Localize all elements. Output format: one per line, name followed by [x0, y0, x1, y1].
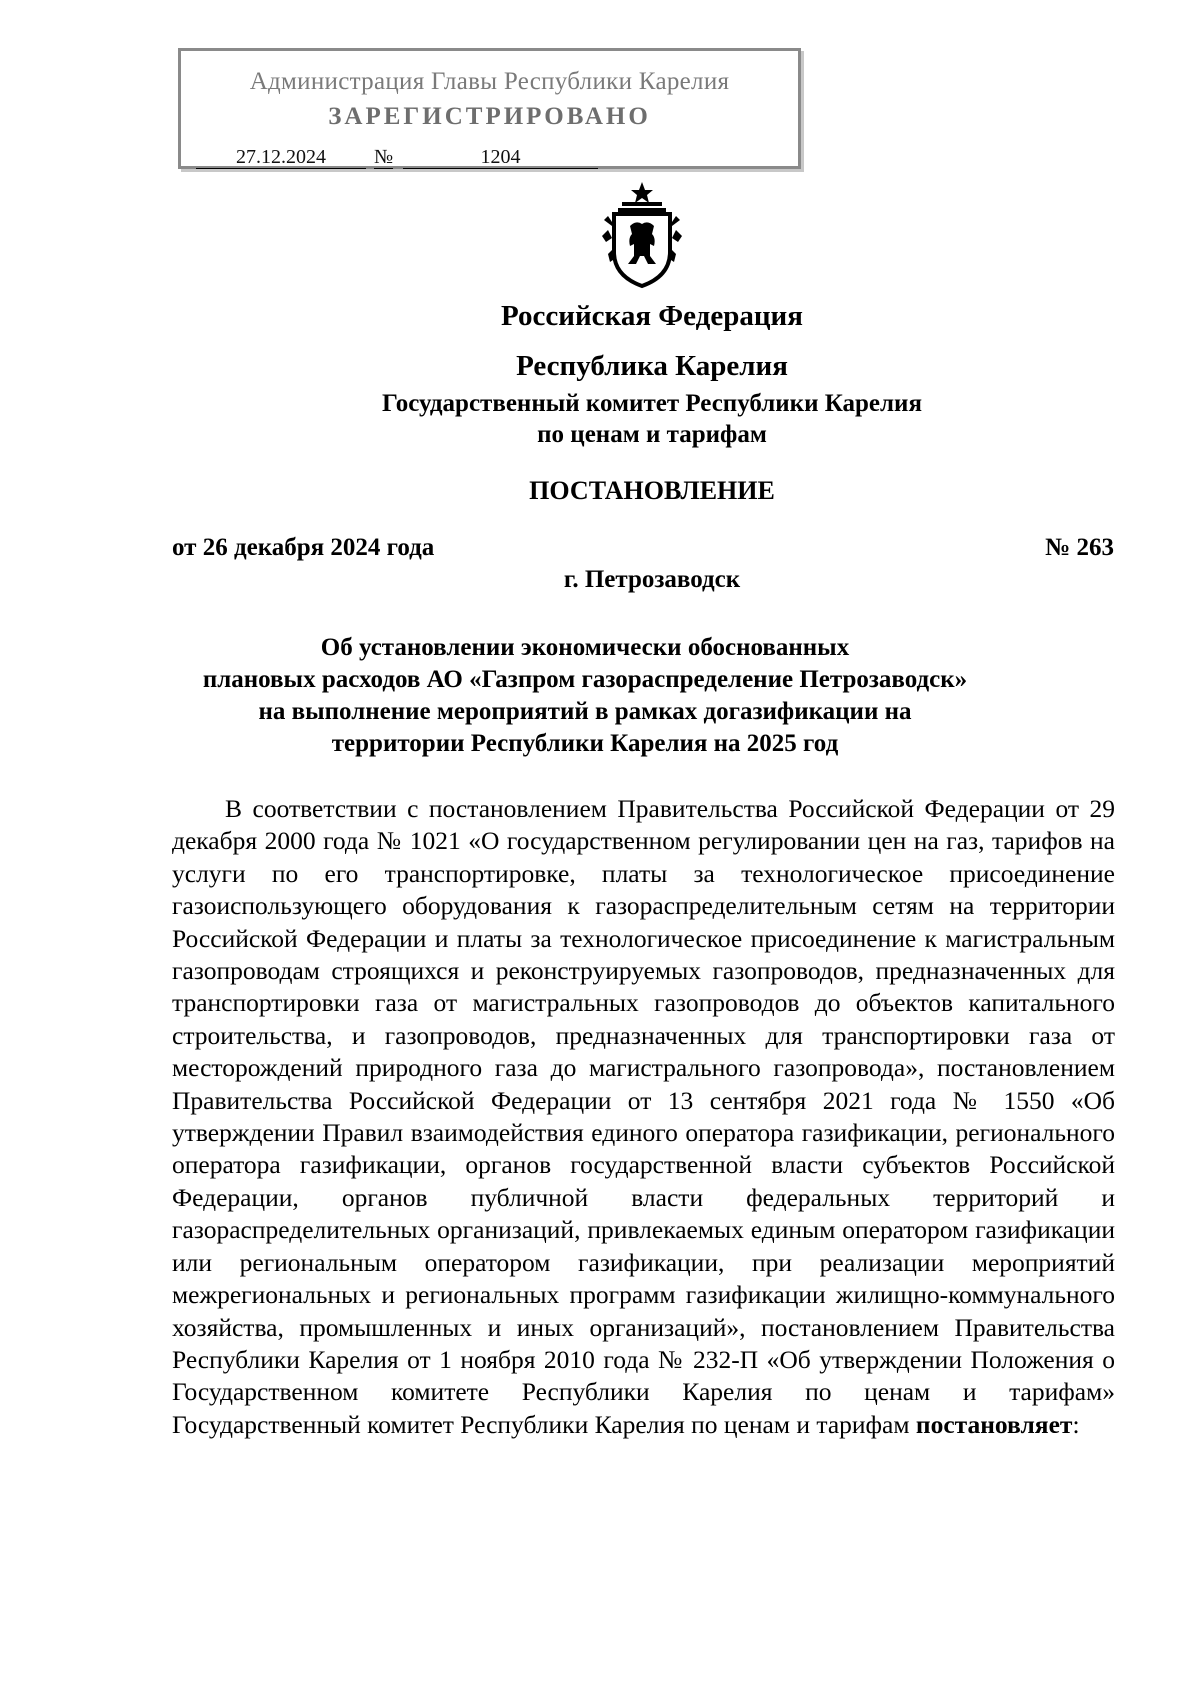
body-closing-bold: постановляет — [915, 1409, 1073, 1439]
header-country: Российская Федерация — [501, 300, 803, 332]
document-type: ПОСТАНОВЛЕНИЕ — [529, 476, 775, 505]
title-line: плановых расходов АО «Газпром газораспределение Петрозаводск» — [202, 666, 968, 693]
registration-stamp — [178, 48, 801, 169]
stamp-number: 1204 — [403, 146, 598, 169]
document-city: г. Петрозаводск — [563, 566, 741, 593]
header-republic: Республика Карелия — [516, 350, 788, 382]
document-title — [200, 632, 970, 760]
title-line: территории Республики Карелия на 2025 год — [331, 730, 839, 757]
body-closing-punct: : — [1072, 1409, 1080, 1439]
stamp-authority: Администрация Главы Республики Карелия — [249, 68, 730, 95]
document-date: от 26 декабря 2024 года — [172, 534, 435, 561]
title-line: на выполнение мероприятий в рамках догазификации на — [258, 698, 912, 725]
stamp-registered: ЗАРЕГИСТРИРОВАНО — [328, 103, 651, 130]
body-paragraph — [172, 793, 1115, 1441]
body-text: В соответствии с постановлением Правительства Российской Федерации от 29 декабря 2000 года № 1021 «О государственном регулировании цен на газ, тарифов на услуги по его транспортировке, платы за технологическое присоединение газоиспользующего оборудования к газораспределительным сетям на территории Российской Федерации и платы за технологическое присоединение к магистральным газопроводам строящихся и реконструируемых газопроводов, предназначенных для транспортировки газа от магистральных газопроводов до объектов капитального строительства, и газопроводов, предназначенных для транспортировки газа от месторождений природного газа до магистрального газопровода», постановлением Правительства Российской Федерации от 13 сентября 2021 года № 1550 «Об утверждении Правил взаимодействия единого оператора газификации, регионального оператора газификации, органов государственной власти субъектов Российской Федерации, органов публичной власти федеральных территорий и газораспределительных организаций, привлекаемых единым оператором газификации или региональным оператором газификации, при реализации мероприятий межрегиональных и региональных программ газификации жилищно-коммунального хозяйства, промышленных и иных организаций», постановлением Правительства Республики Карелия от 1 ноября 2010 года № 232-П «Об утверждении Положения о Государственном комитете Республики Карелия по ценам и тарифам» Государственный комитет Республики Карелия по ценам и тарифам — [172, 794, 1115, 1439]
stamp-date: 27.12.2024 — [196, 146, 366, 169]
stamp-number-sign: № — [374, 146, 394, 168]
header-committee: Государственный комитет Республики Карелия — [382, 390, 922, 417]
header-committee-suffix: по ценам и тарифам — [537, 421, 767, 448]
karelia-coat-of-arms-icon — [598, 180, 686, 290]
document-number: № 263 — [1045, 534, 1114, 561]
title-line: Об установлении экономически обоснованных — [320, 634, 850, 661]
